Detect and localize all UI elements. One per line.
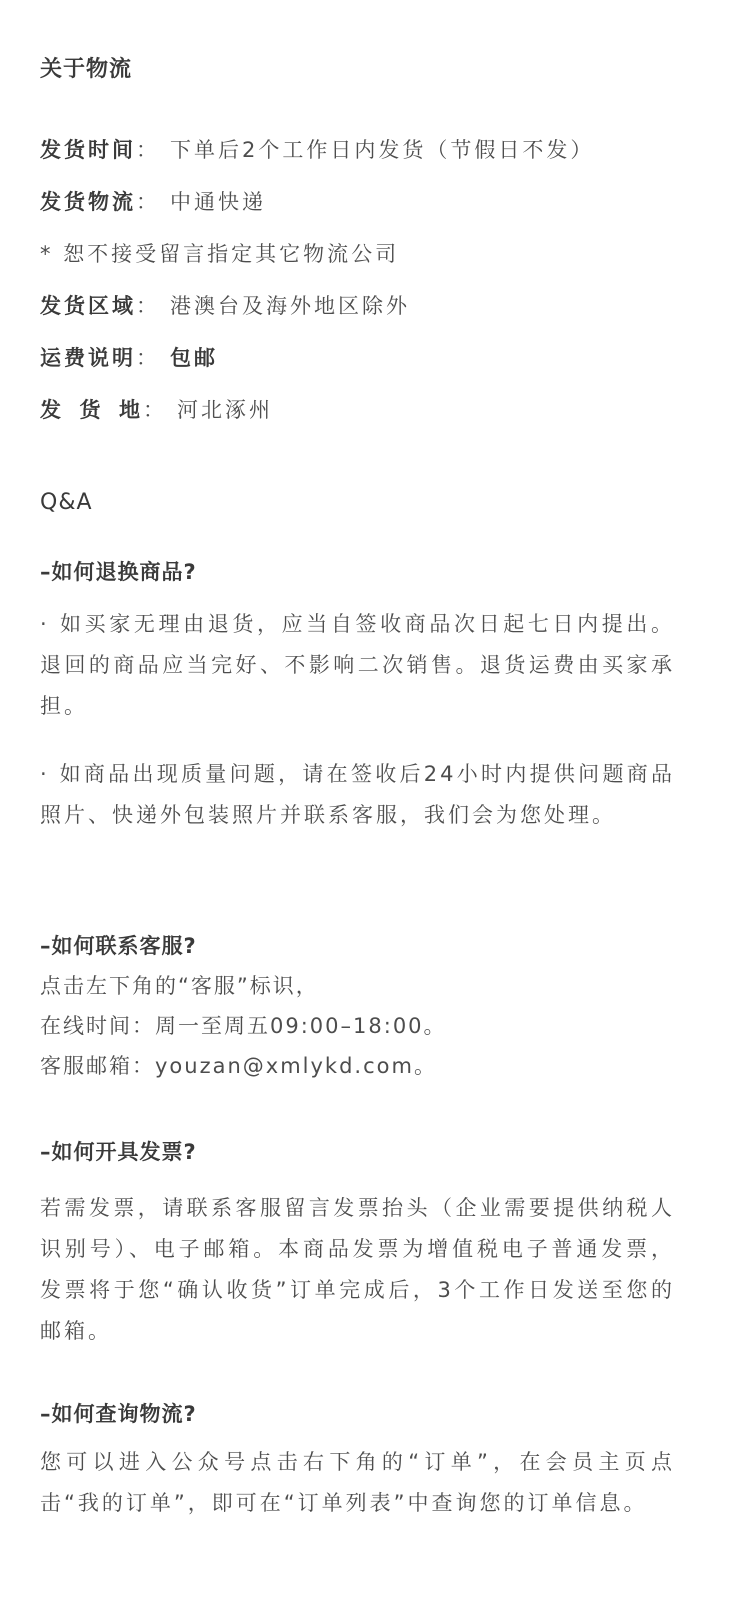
contact-line-2: 在线时间：周一至周五09:00–18:00。 xyxy=(40,1014,447,1038)
shipping-region-row xyxy=(40,290,410,320)
shipping-carrier-row xyxy=(40,186,266,216)
shipping-fee-label: 运费说明 xyxy=(40,346,136,370)
shipping-carrier-separator: ： xyxy=(136,190,160,214)
tracking-heading: –如何查询物流? xyxy=(40,1402,197,1426)
shipping-time-row xyxy=(40,134,594,164)
logistics-title: 关于物流 xyxy=(40,57,133,82)
contact-line-1: 点击左下角的“客服”标识， xyxy=(40,974,319,998)
tracking-paragraph: 您可以进入公众号点击右下角的“订单”，在会员主页点击“我的订单”，即可在“订单列表”中查询您的订单信息。 xyxy=(40,1450,675,1515)
shipping-origin-row xyxy=(40,394,273,424)
shipping-fee-row xyxy=(40,342,218,372)
shipping-origin-separator: ： xyxy=(143,398,167,422)
contact-heading: –如何联系客服? xyxy=(40,934,197,958)
shipping-time-separator: ： xyxy=(136,138,160,162)
carrier-note: * 恕不接受留言指定其它物流公司 xyxy=(40,242,400,266)
shipping-origin-label: 发货地 xyxy=(40,398,143,422)
shipping-region-separator: ： xyxy=(136,294,160,318)
invoice-paragraph: 若需发票，请联系客服留言发票抬头（企业需要提供纳税人识别号）、电子邮箱。本商品发票为增值税电子普通发票，发票将于您“确认收货”订单完成后，3个工作日发送至您的邮箱。 xyxy=(40,1196,675,1343)
returns-heading: –如何退换商品? xyxy=(40,560,197,584)
shipping-region-value: 港澳台及海外地区除外 xyxy=(170,294,410,318)
returns-paragraph-2: · 如商品出现质量问题，请在签收后24小时内提供问题商品照片、快递外包装照片并联系客服，我们会为您处理。 xyxy=(40,762,675,827)
shipping-origin-value: 河北涿州 xyxy=(177,398,273,422)
shipping-fee-value: 包邮 xyxy=(170,346,218,370)
contact-email-line: 客服邮箱：youzan@xmlykd.com。 xyxy=(40,1054,437,1078)
shipping-region-label: 发货区域 xyxy=(40,294,136,318)
qa-title: Q&A xyxy=(40,490,93,515)
shipping-carrier-label: 发货物流 xyxy=(40,190,136,214)
invoice-heading: –如何开具发票? xyxy=(40,1140,197,1164)
returns-paragraph-1: · 如买家无理由退货，应当自签收商品次日起七日内提出。退回的商品应当完好、不影响二次销售。退货运费由买家承担。 xyxy=(40,612,675,718)
shipping-time-value: 下单后2个工作日内发货（节假日不发） xyxy=(170,138,595,162)
shipping-fee-separator: ： xyxy=(136,346,160,370)
shipping-carrier-value: 中通快递 xyxy=(170,190,266,214)
shipping-time-label: 发货时间 xyxy=(40,138,136,162)
